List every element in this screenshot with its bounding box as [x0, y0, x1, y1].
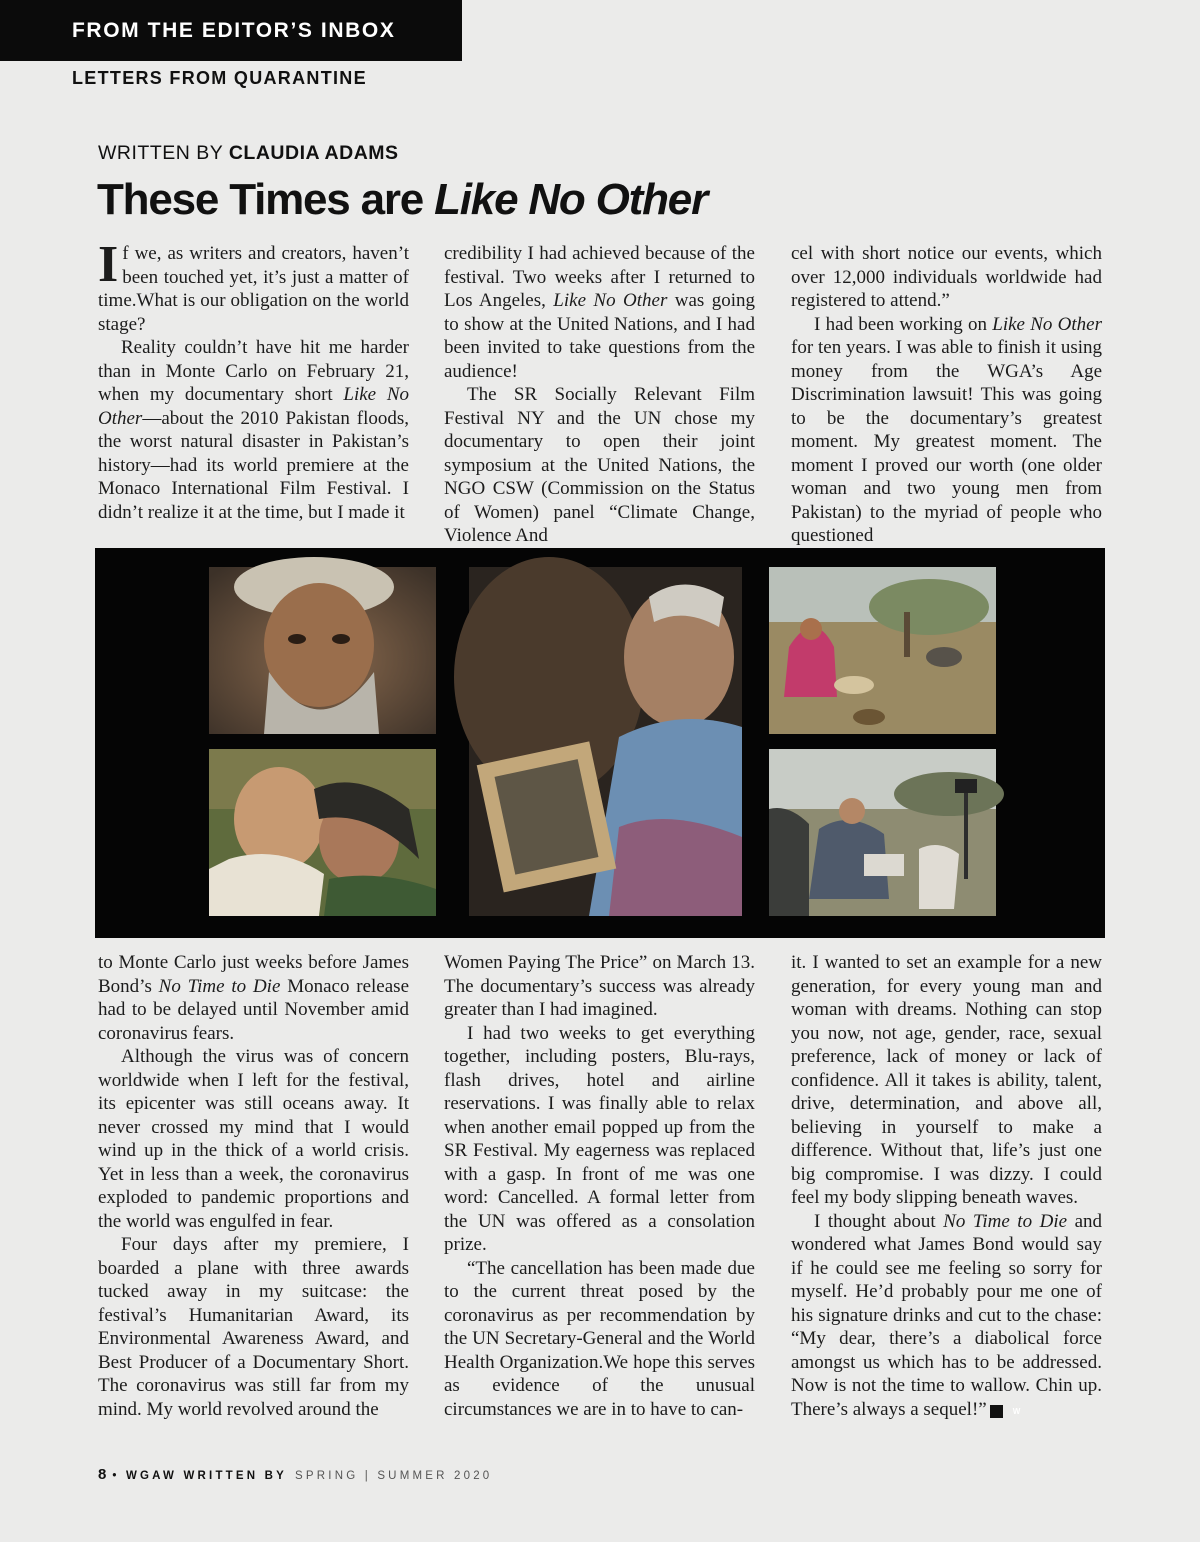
page-footer: 8 • WGAW WRITTEN BY SPRING | SUMMER 2020 [98, 1466, 493, 1483]
headline-main: These Times are [97, 175, 424, 224]
paragraph: Although the virus was of concern worldwide when I left for the festival, its epicenter was still oceans away. It never crossed my mind that I would wind up in the thick of a world crisis. Yet in less than a week, the coronavirus exploded to pandemic proportions and the world was engulfed in fear. [98, 1046, 409, 1232]
section-title: FROM THE EDITOR’S INBOX [72, 19, 396, 42]
paragraph: The SR Socially Relevant Film Festival NY and the UN chose my documentary to open their joint symposium at the United Nations, the NGO CSW (Commission on the Status of Women) panel “Climate Change, Violence And [444, 384, 755, 546]
column-2-top [444, 242, 755, 546]
paragraph: If we, as writers and creators, haven’t been touched yet, it’s just a matter of time.What is our obligation on the world stage? [98, 236, 409, 335]
headline-italic: Like No Other [434, 175, 707, 224]
paragraph: Reality couldn’t have hit me harder than in Monte Carlo on February 21, when my documentary short Like No Other—about the 2010 Pakistan floods, the worst natural disaster in Pakistan’s history—had its world premiere at the Monaco International Film Festival. I didn’t realize it at the time, but I made it [98, 337, 409, 523]
section-banner [0, 0, 462, 61]
paragraph: I had been working on Like No Other for ten years. I was able to finish it using money from the WGA’s Age Discrimination lawsuit! This was going to be the documentary’s greatest moment. My greatest moment. The moment I proved our worth (one older woman and two young men from Pakistan) to the myriad of people who questioned [791, 313, 1102, 546]
issue-label: SPRING | SUMMER 2020 [295, 1470, 493, 1482]
paragraph: I had two weeks to get everything together, including posters, Blu-rays, flash drives, hotel and airline reservations. I was finally able to relax when another email popped up from the SR Festival. My eagerness was replaced with a gasp. In front of me was one word: Cancelled. A formal letter from the UN was offered as a consolation prize. [444, 1022, 755, 1255]
magazine-name: WGAW WRITTEN BY [125, 1470, 288, 1482]
paragraph: cel with short notice our events, which over 12,000 individuals worldwide had registered to attend.” [791, 243, 1102, 311]
photo-elderly-man [209, 567, 436, 734]
column-1-bottom [98, 951, 409, 1433]
paragraph: credibility I had achieved because of the festival. Two weeks after I returned to Los Angeles, Like No Other was going to show at the United Nations, and I had been invited to take questions from the audience! [444, 243, 755, 382]
column-2-bottom [444, 951, 755, 1433]
end-mark-icon: W [990, 1405, 1003, 1418]
photo-mother-and-son [209, 749, 436, 916]
drop-cap: I [98, 236, 119, 293]
photo-film-crew [769, 749, 996, 916]
photo-collage [95, 548, 1105, 938]
paragraph: Four days after my premiere, I boarded a plane with three awards tucked away in my suitcase: the festival’s Humanitarian Award, its Environmental Awareness Award, and Best Producer of a Documentary Short. The coronavirus was still far from my mind. My world revolved around the [98, 1234, 409, 1420]
paragraph: I thought about No Time to Die and wondered what James Bond would say if he could see me feeling so sorry for myself. He’d probably pour me one of his signature drinks and cut to the chase: “My dear, there’s a diabolical force amongst us which has to be addressed. Now is not the time to wallow. Chin up. There’s always a sequel!” W [791, 1210, 1102, 1420]
photo-woman-cooking [769, 567, 996, 734]
column-3-top [791, 242, 1102, 546]
byline-prefix: WRITTEN BY [98, 142, 223, 164]
paragraph: it. I wanted to set an example for a new generation, for every young man and woman with dreams. Nothing can stop you now, not age, gender, race, sexual preference, lack of money or lack of confidence. All it takes is ability, talent, drive, determination, and above all, believing in yourself to make a difference. Without that, life’s just one big compromise. I was dizzy. I could feel my body slipping beneath waves. [791, 952, 1102, 1208]
article-headline [97, 174, 707, 226]
section-subtitle: LETTERS FROM QUARANTINE [72, 68, 367, 88]
photo-man-with-frame [469, 567, 742, 916]
paragraph: “The cancellation has been made due to the current threat posed by the coronavirus as per recommendation by the UN Secretary-General and the World Health Organization.We hope this serves as evidence of the unusual circumstances we are in to have to can- [444, 1257, 755, 1420]
paragraph: Women Paying The Price” on March 13. The documentary’s success was already greater than I had imagined. [444, 952, 755, 1020]
byline [98, 142, 399, 165]
column-3-bottom [791, 951, 1102, 1433]
page-number: 8 [98, 1466, 107, 1483]
column-1-top [98, 236, 409, 532]
paragraph: to Monte Carlo just weeks before James Bond’s No Time to Die Monaco release had to be delayed until November amid coronavirus fears. [98, 952, 409, 1044]
byline-author: CLAUDIA ADAMS [228, 142, 399, 164]
